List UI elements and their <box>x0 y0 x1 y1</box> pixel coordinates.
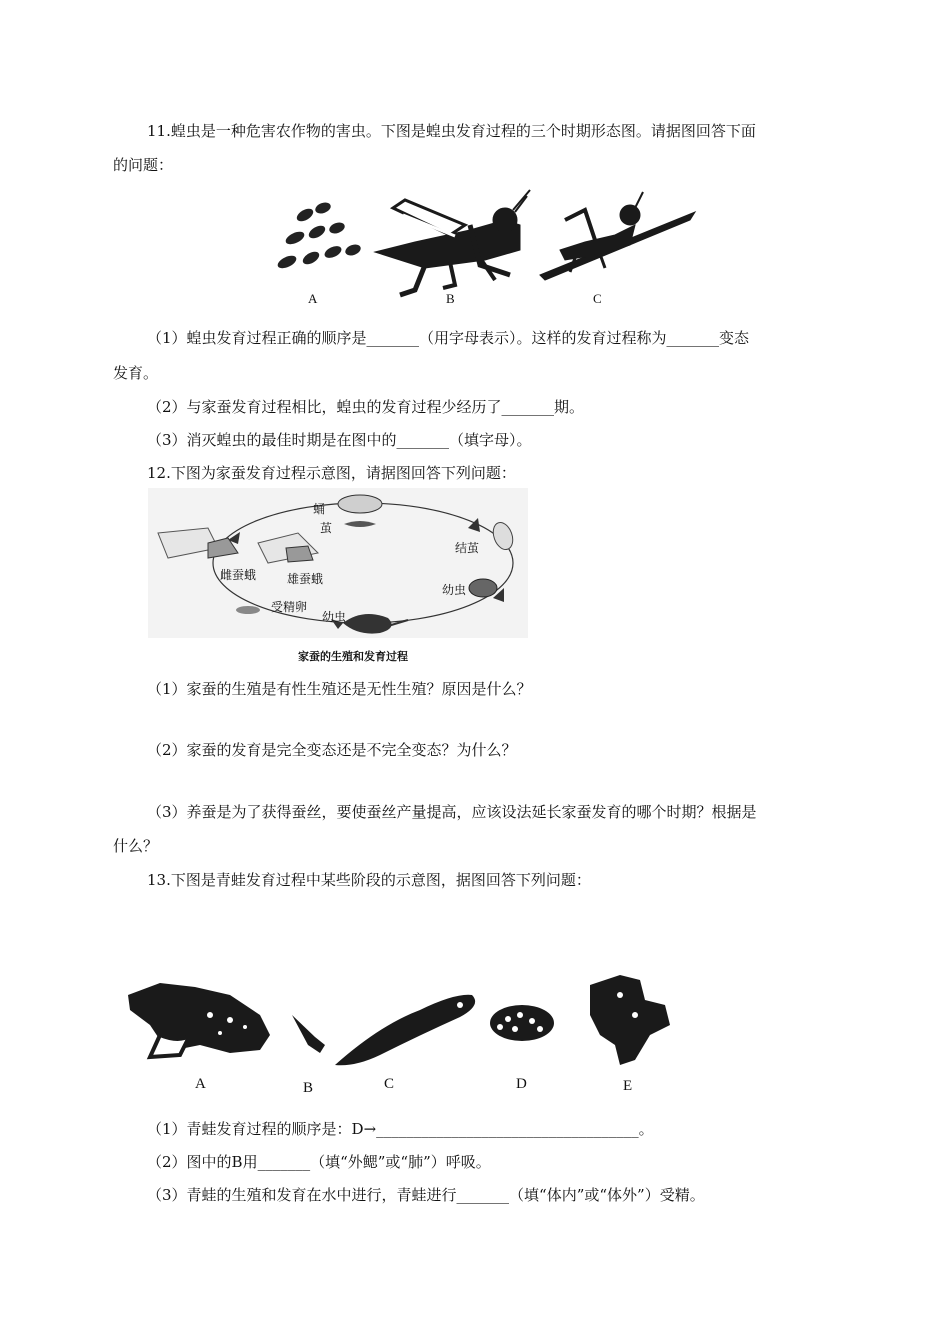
q12-sub3-line1: （3）养蚕是为了获得蚕丝，要使蚕丝产量提高，应该设法延长家蚕发育的哪个时期？根据是 <box>147 803 757 821</box>
silkworm-label-egg: 受精卵 <box>271 600 308 614</box>
silkworm-label-female: 雌蚕蛾 <box>220 568 257 582</box>
locust-nymph-image <box>540 192 695 280</box>
silkworm-label-cocoon: 结茧 <box>455 541 480 555</box>
q12-sub3-line2: 什么？ <box>113 837 159 855</box>
q12-stem: 12.下图为家蚕发育过程示意图，请据图回答下列问题： <box>147 464 516 482</box>
q11-stem-line2: 的问题： <box>113 156 174 174</box>
frog-froglet-image <box>590 975 670 1065</box>
frog-label-b: B <box>303 1080 314 1096</box>
frog-label-e: E <box>623 1078 633 1094</box>
frog-eggs-image <box>490 1005 554 1041</box>
q13-sub3: （3）青蛙的生殖和发育在水中进行，青蛙进行_______（填“体内”或“体外”）受精。 <box>147 1186 705 1204</box>
frog-development-figure <box>120 965 690 1075</box>
q13-sub1: （1）青蛙发育过程的顺序是：D→___________________________________。 <box>147 1120 654 1138</box>
silkworm-label-male: 雄蚕蛾 <box>287 572 324 586</box>
silkworm-label-pupa-2: 茧 <box>320 521 333 535</box>
q11-stem-line1: 11.蝗虫是一种危害农作物的害虫。下图是蝗虫发育过程的三个时期形态图。请据图回答下面 <box>147 122 756 140</box>
locust-eggs-image <box>276 201 362 271</box>
locust-label-c: C <box>593 291 602 306</box>
q13-sub2: （2）图中的B用_______（填“外鳃”或“肺”）呼吸。 <box>147 1153 491 1171</box>
frog-tadpole-small-image <box>292 1015 325 1053</box>
locust-development-figure <box>265 180 705 310</box>
frog-label-c: C <box>384 1076 395 1092</box>
frog-tadpole-large-image <box>335 995 475 1065</box>
silkworm-label-pupa-1: 蛹 <box>313 502 326 516</box>
q12-sub2: （2）家蚕的发育是完全变态还是不完全变态？为什么？ <box>147 741 517 759</box>
locust-label-b: B <box>446 291 455 306</box>
q11-sub2: （2）与家蚕发育过程相比，蝗虫的发育过程少经历了_______期。 <box>147 398 585 416</box>
silkworm-label-larva-right: 幼虫 <box>442 583 467 597</box>
locust-adult-image <box>375 190 530 295</box>
silkworm-label-larva-bottom: 幼虫 <box>322 610 347 624</box>
q13-stem: 13.下图是青蛙发育过程中某些阶段的示意图，据图回答下列问题： <box>147 871 591 889</box>
silkworm-figure-caption: 家蚕的生殖和发育过程 <box>298 650 408 663</box>
locust-label-a: A <box>308 291 318 306</box>
q11-sub1-line1: （1）蝗虫发育过程正确的顺序是_______（用字母表示）。这样的发育过程称为_______变态 <box>147 329 750 347</box>
frog-label-a: A <box>195 1076 206 1092</box>
frog-label-d: D <box>516 1076 527 1092</box>
q11-sub1-line2: 发育。 <box>113 364 159 382</box>
frog-adult-image <box>128 983 270 1057</box>
q12-sub1: （1）家蚕的生殖是有性生殖还是无性生殖？原因是什么？ <box>147 680 532 698</box>
q11-sub3: （3）消灭蝗虫的最佳时期是在图中的_______（填字母）。 <box>147 431 532 449</box>
